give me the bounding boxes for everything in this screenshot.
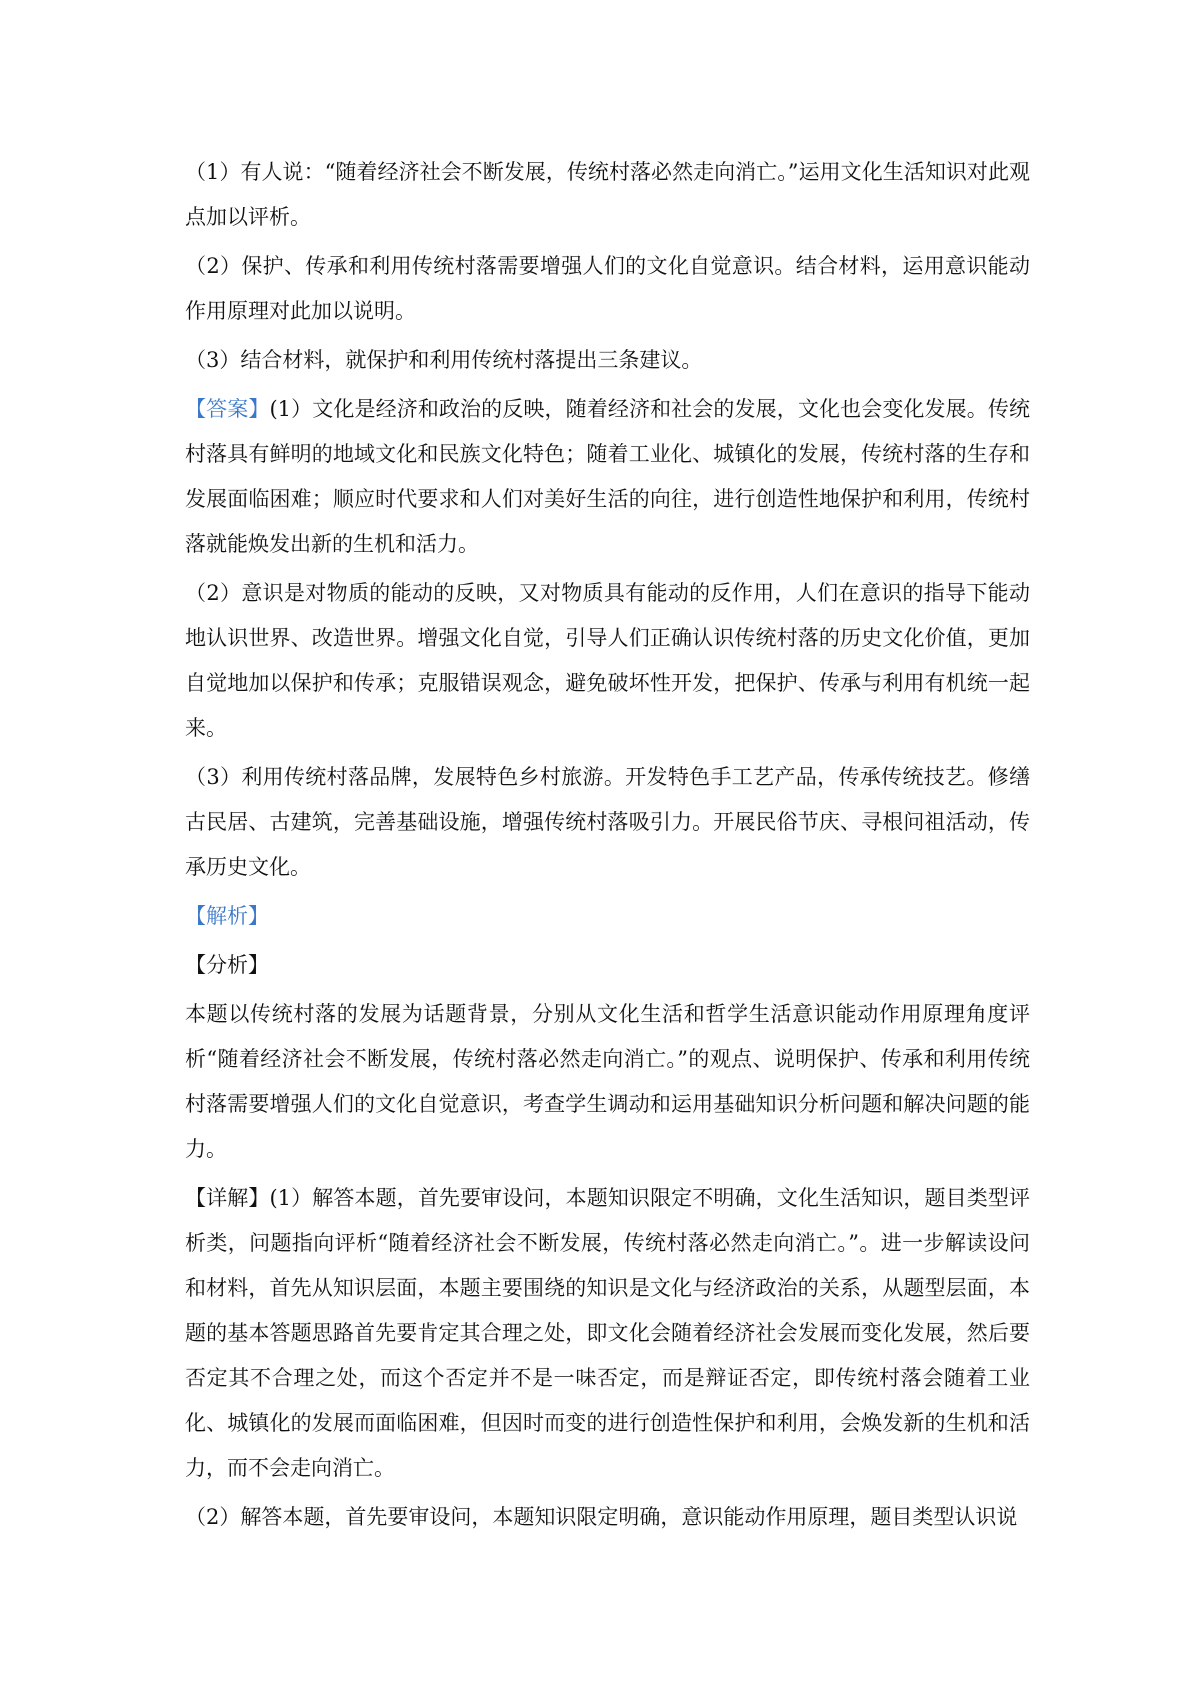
analysis-paragraph: 本题以传统村落的发展为话题背景，分别从文化生活和哲学生活意识能动作用原理角度评析“随着经济社会不断发展，传统村落必然走向消亡。”的观点、说明保护、传承和利用传统村落需要增强人们的文化自觉意识，考查学生调动和运用基础知识分析问题和解决问题的能力。 bbox=[185, 1002, 1030, 1161]
answer-paragraph-1 bbox=[185, 387, 1030, 567]
analysis-tag: 【解析】 bbox=[185, 904, 269, 928]
analysis-heading bbox=[185, 894, 1030, 939]
document-body bbox=[185, 150, 1030, 1544]
answer-tag: 【答案】 bbox=[185, 397, 270, 421]
detail-1-text: (1）解答本题，首先要审设问，本题知识限定不明确，文化生活知识，题目类型评析类，问题指向评析“随着经济社会不断发展，传统村落必然走向消亡。”。进一步解读设问和材料，首先从知识层面，本题主要围绕的知识是文化与经济政治的关系，从题型层面，本题的基本答题思路首先要肯定其合理之处，即文化会随着经济社会发展而变化发展，然后要否定其不合理之处，而这个否定并不是一味否定，而是辩证否定，即传统村落会随着工业化、城镇化的发展而面临困难，但因时而变的进行创造性保护和利用，会焕发新的生机和活力，而不会走向消亡。 bbox=[185, 1186, 1031, 1480]
question-3: （3）结合材料，就保护和利用传统村落提出三条建议。 bbox=[185, 348, 703, 372]
detail-paragraph-2: （2）解答本题，首先要审设问，本题知识限定明确，意识能动作用原理，题目类型认识说 bbox=[185, 1505, 1018, 1529]
question-1: （1）有人说：“随着经济社会不断发展，传统村落必然走向消亡。”运用文化生活知识对此观点加以评析。 bbox=[185, 160, 1030, 229]
answer-1-text: (1）文化是经济和政治的反映，随着经济和社会的发展，文化也会变化发展。传统村落具有鲜明的地域文化和民族文化特色；随着工业化、城镇化的发展，传统村落的生存和发展面临困难；顺应时代要求和人们对美好生活的向往，进行创造性地保护和利用，传统村落就能焕发出新的生机和活力。 bbox=[185, 397, 1031, 556]
detail-paragraph-1 bbox=[185, 1176, 1030, 1491]
question-2: （2）保护、传承和利用传统村落需要增强人们的文化自觉意识。结合材料，运用意识能动作用原理对此加以说明。 bbox=[185, 254, 1030, 323]
answer-paragraph-3: （3）利用传统村落品牌，发展特色乡村旅游。开发特色手工艺产品，传承传统技艺。修缮古民居、古建筑，完善基础设施，增强传统村落吸引力。开展民俗节庆、寻根问祖活动，传承历史文化。 bbox=[185, 765, 1030, 879]
answer-paragraph-2: （2）意识是对物质的能动的反映，又对物质具有能动的反作用，人们在意识的指导下能动地认识世界、改造世界。增强文化自觉，引导人们正确认识传统村落的历史文化价值，更加自觉地加以保护和传承；克服错误观念，避免破坏性开发，把保护、传承与利用有机统一起来。 bbox=[185, 581, 1030, 740]
detail-tag: 【详解】 bbox=[185, 1186, 270, 1210]
analysis-subheading: 【分析】 bbox=[185, 953, 269, 977]
